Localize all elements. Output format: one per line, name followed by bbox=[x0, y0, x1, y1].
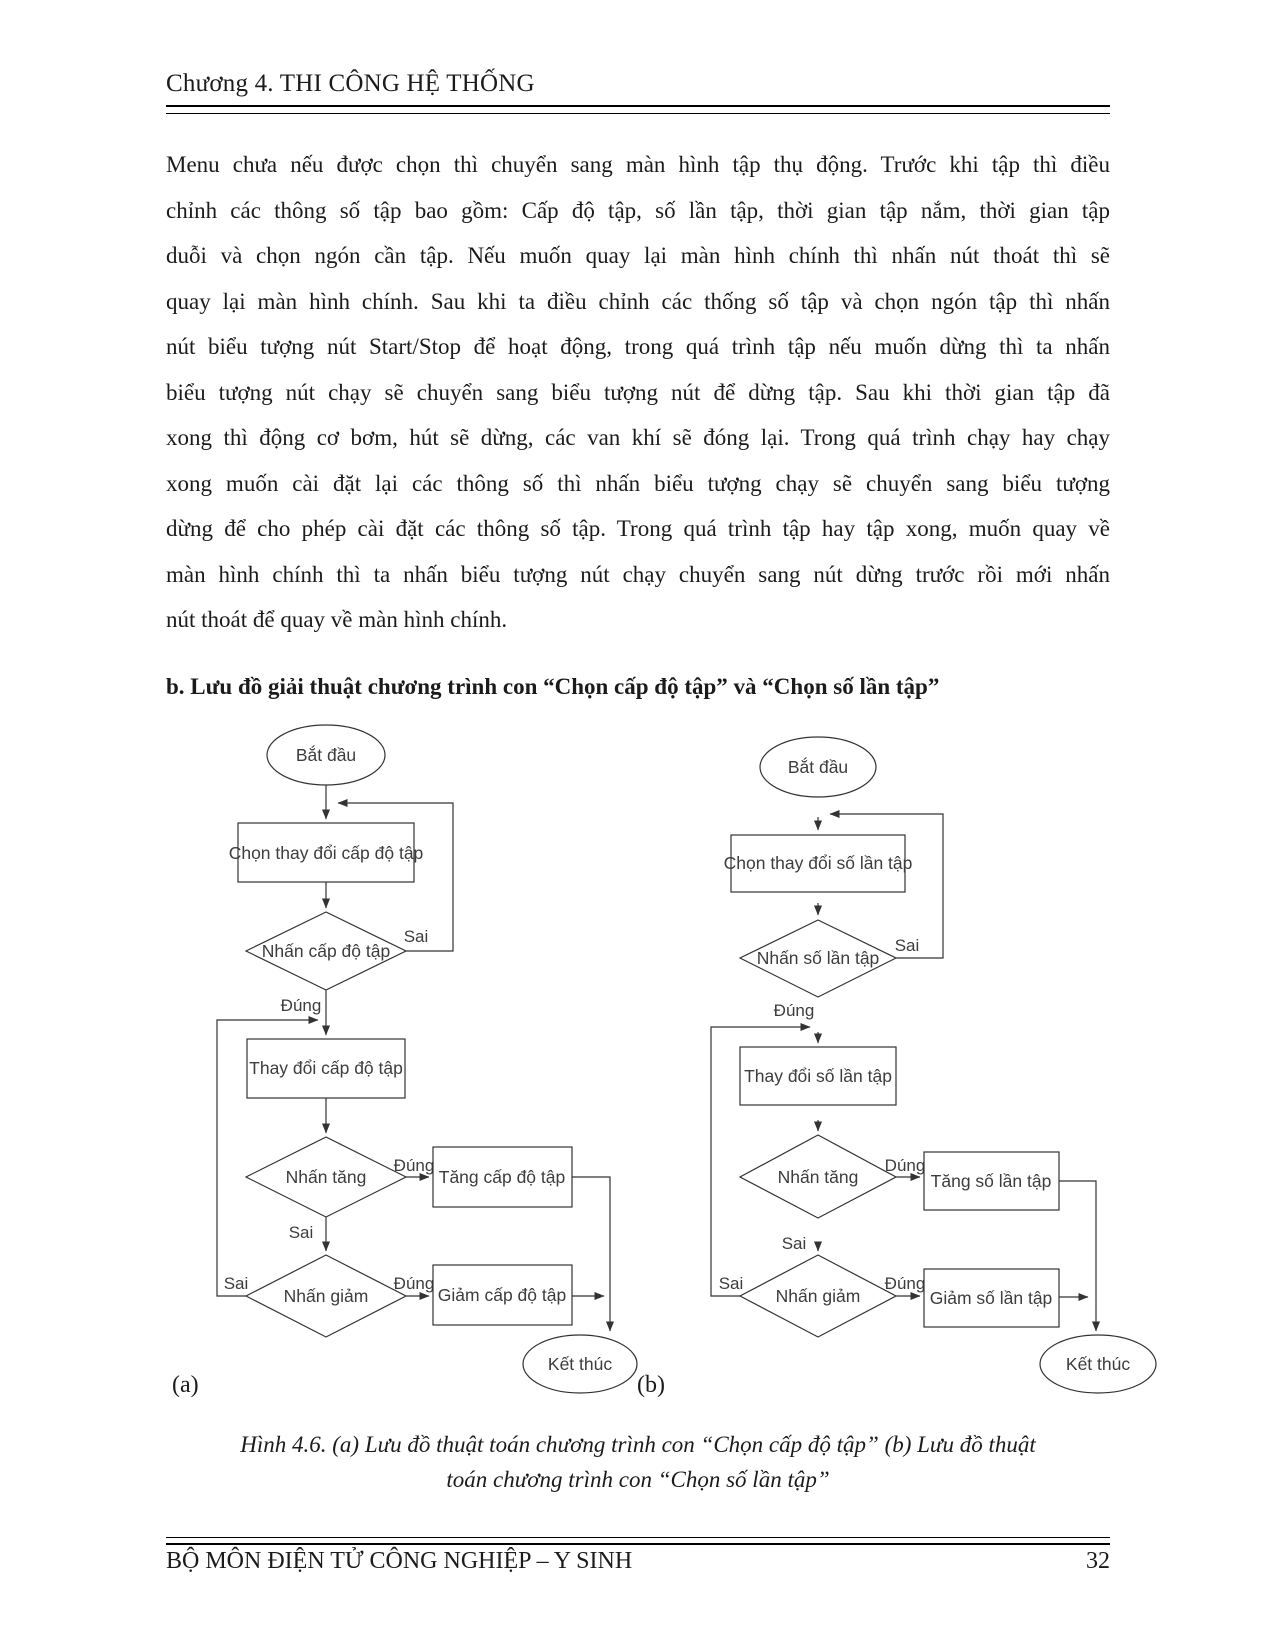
edge-label-dung: Đúng bbox=[393, 1274, 435, 1293]
process-change-label: Thay đổi số lần tập bbox=[744, 1066, 892, 1086]
decision-press-label: Nhấn cấp độ tập bbox=[261, 941, 391, 961]
edge-label-sai: Sai bbox=[718, 1274, 744, 1293]
edge-label-sai: Sai bbox=[288, 1223, 314, 1242]
connector-to-end bbox=[572, 1177, 610, 1331]
connector-to-end bbox=[1059, 1181, 1096, 1331]
edge-label-dung: Đúng bbox=[393, 1156, 435, 1175]
process-decrease-label: Giảm cấp độ tập bbox=[437, 1285, 567, 1305]
edge-label-dung: Đúng bbox=[280, 996, 322, 1015]
decision-press bbox=[246, 912, 406, 990]
terminator-start bbox=[267, 725, 385, 785]
header-divider bbox=[166, 105, 1110, 114]
paragraph-line: nút thoát để quay về màn hình chính. bbox=[166, 607, 508, 632]
process-increase bbox=[924, 1152, 1059, 1210]
connector-loop-press-false bbox=[338, 803, 453, 951]
decision-increase-label: Nhấn tăng bbox=[777, 1167, 859, 1187]
paragraph-line: chỉnh các thông số tập bao gồm: Cấp độ tập, số lần tập, thời gian tập nắm, thời gian tập bbox=[166, 197, 1110, 223]
footer-page-number: 32 bbox=[1086, 1548, 1110, 1574]
paragraph-line: duỗi và chọn ngón cần tập. Nếu muốn quay lại màn hình chính thì nhấn nút thoát thì sẽ bbox=[166, 243, 1110, 268]
paragraph-line: biểu tượng nút chạy sẽ chuyển sang biểu tượng nút để dừng tập. Sau khi thời gian tập đã bbox=[166, 379, 1110, 405]
terminator-end bbox=[523, 1335, 637, 1393]
footer-divider bbox=[166, 1537, 1110, 1545]
edge-label-sai: Sai bbox=[223, 1274, 249, 1293]
terminator-end-label: Kết thúc bbox=[547, 1354, 613, 1374]
decision-press bbox=[740, 920, 896, 997]
flowchart-a bbox=[217, 725, 637, 1393]
footer-department: BỘ MÔN ĐIỆN TỬ CÔNG NGHIỆP – Y SINH bbox=[166, 1548, 633, 1574]
decision-decrease bbox=[740, 1255, 896, 1337]
decision-decrease-label: Nhấn giảm bbox=[283, 1286, 369, 1306]
process-change bbox=[247, 1039, 405, 1098]
chapter-header: Chương 4. THI CÔNG HỆ THỐNG bbox=[166, 70, 535, 97]
process-decrease bbox=[924, 1269, 1059, 1327]
edge-label-sai: Sai bbox=[894, 936, 920, 955]
terminator-end-label: Kết thúc bbox=[1065, 1354, 1131, 1374]
terminator-start bbox=[760, 737, 876, 797]
decision-decrease bbox=[246, 1255, 406, 1337]
edge-label-dung: Đúng bbox=[884, 1274, 926, 1293]
process-decrease bbox=[433, 1265, 572, 1325]
figure-tag-a: (a) bbox=[172, 1372, 199, 1398]
decision-increase bbox=[740, 1135, 896, 1218]
figure-caption bbox=[166, 1427, 1110, 1497]
process-change-label: Thay đổi cấp độ tập bbox=[249, 1058, 403, 1078]
edge-label-dung: Đúng bbox=[773, 1001, 815, 1020]
paragraph-line: quay lại màn hình chính. Sau khi ta điều chỉnh các thống số tập và chọn ngón tập thì nhấn bbox=[166, 288, 1110, 314]
paragraph-line: nút biểu tượng nút Start/Stop để hoạt động, trong quá trình tập nếu muốn dừng thì ta nhấn bbox=[166, 334, 1110, 359]
terminator-start-label: Bắt đầu bbox=[787, 757, 849, 777]
decision-increase bbox=[246, 1137, 406, 1217]
paragraph-line: dừng để cho phép cài đặt các thông số tập. Trong quá trình tập hay tập xong, muốn quay về bbox=[166, 516, 1110, 541]
decision-increase-label: Nhấn tăng bbox=[285, 1167, 367, 1187]
decision-press-label: Nhấn số lần tập bbox=[756, 948, 880, 968]
edge-label-sai: Sai bbox=[403, 927, 429, 946]
process-decrease-label: Giảm số lần tập bbox=[929, 1288, 1053, 1308]
paragraph-line: Menu chưa nếu được chọn thì chuyển sang màn hình tập thụ động. Trước khi tập thì điều bbox=[166, 152, 1110, 177]
paragraph-line: xong muốn cài đặt lại các thông số thì nhấn biểu tượng chạy sẽ chuyển sang biểu tượng bbox=[166, 470, 1110, 496]
figure-tag-b: (b) bbox=[637, 1372, 665, 1398]
process-select-label: Chọn thay đổi cấp độ tập bbox=[228, 843, 424, 863]
edge-label-dung: Dúng bbox=[884, 1156, 926, 1175]
process-select bbox=[238, 823, 414, 882]
flowchart-b bbox=[711, 737, 1156, 1393]
process-select bbox=[731, 835, 905, 892]
terminator-end bbox=[1040, 1335, 1156, 1393]
section-subheading: b. Lưu đồ giải thuật chương trình con “Chọn cấp độ tập” và “Chọn số lần tập” bbox=[166, 674, 940, 699]
process-change bbox=[740, 1047, 896, 1105]
paragraph-line: màn hình chính thì ta nhấn biểu tượng nút chạy chuyển sang nút dừng trước rồi mới nhấn bbox=[166, 561, 1110, 587]
connector-loop-press-false bbox=[830, 814, 943, 958]
figure-caption-line1: Hình 4.6. (a) Lưu đồ thuật toán chương trình con “Chọn cấp độ tập” (b) Lưu đồ thuật bbox=[240, 1432, 1036, 1457]
connector-loop-dec-false bbox=[217, 1020, 318, 1296]
figure-caption-line2: toán chương trình con “Chọn số lần tập” bbox=[446, 1467, 830, 1492]
process-increase-label: Tăng số lần tập bbox=[930, 1171, 1052, 1191]
process-increase-label: Tăng cấp độ tập bbox=[438, 1167, 566, 1187]
paragraph-line: xong thì động cơ bơm, hút sẽ dừng, các van khí sẽ đóng lại. Trong quá trình chạy hay chạy bbox=[166, 425, 1110, 450]
terminator-start-label: Bắt đầu bbox=[295, 745, 357, 765]
page-footer bbox=[166, 1548, 1110, 1575]
decision-decrease-label: Nhấn giảm bbox=[775, 1286, 861, 1306]
process-select-label: Chọn thay đổi số lần tập bbox=[723, 853, 913, 873]
edge-label-sai: Sai bbox=[781, 1234, 807, 1253]
process-increase bbox=[433, 1147, 572, 1207]
connector-loop-dec-false bbox=[711, 1027, 810, 1296]
body-paragraph bbox=[166, 142, 1110, 643]
